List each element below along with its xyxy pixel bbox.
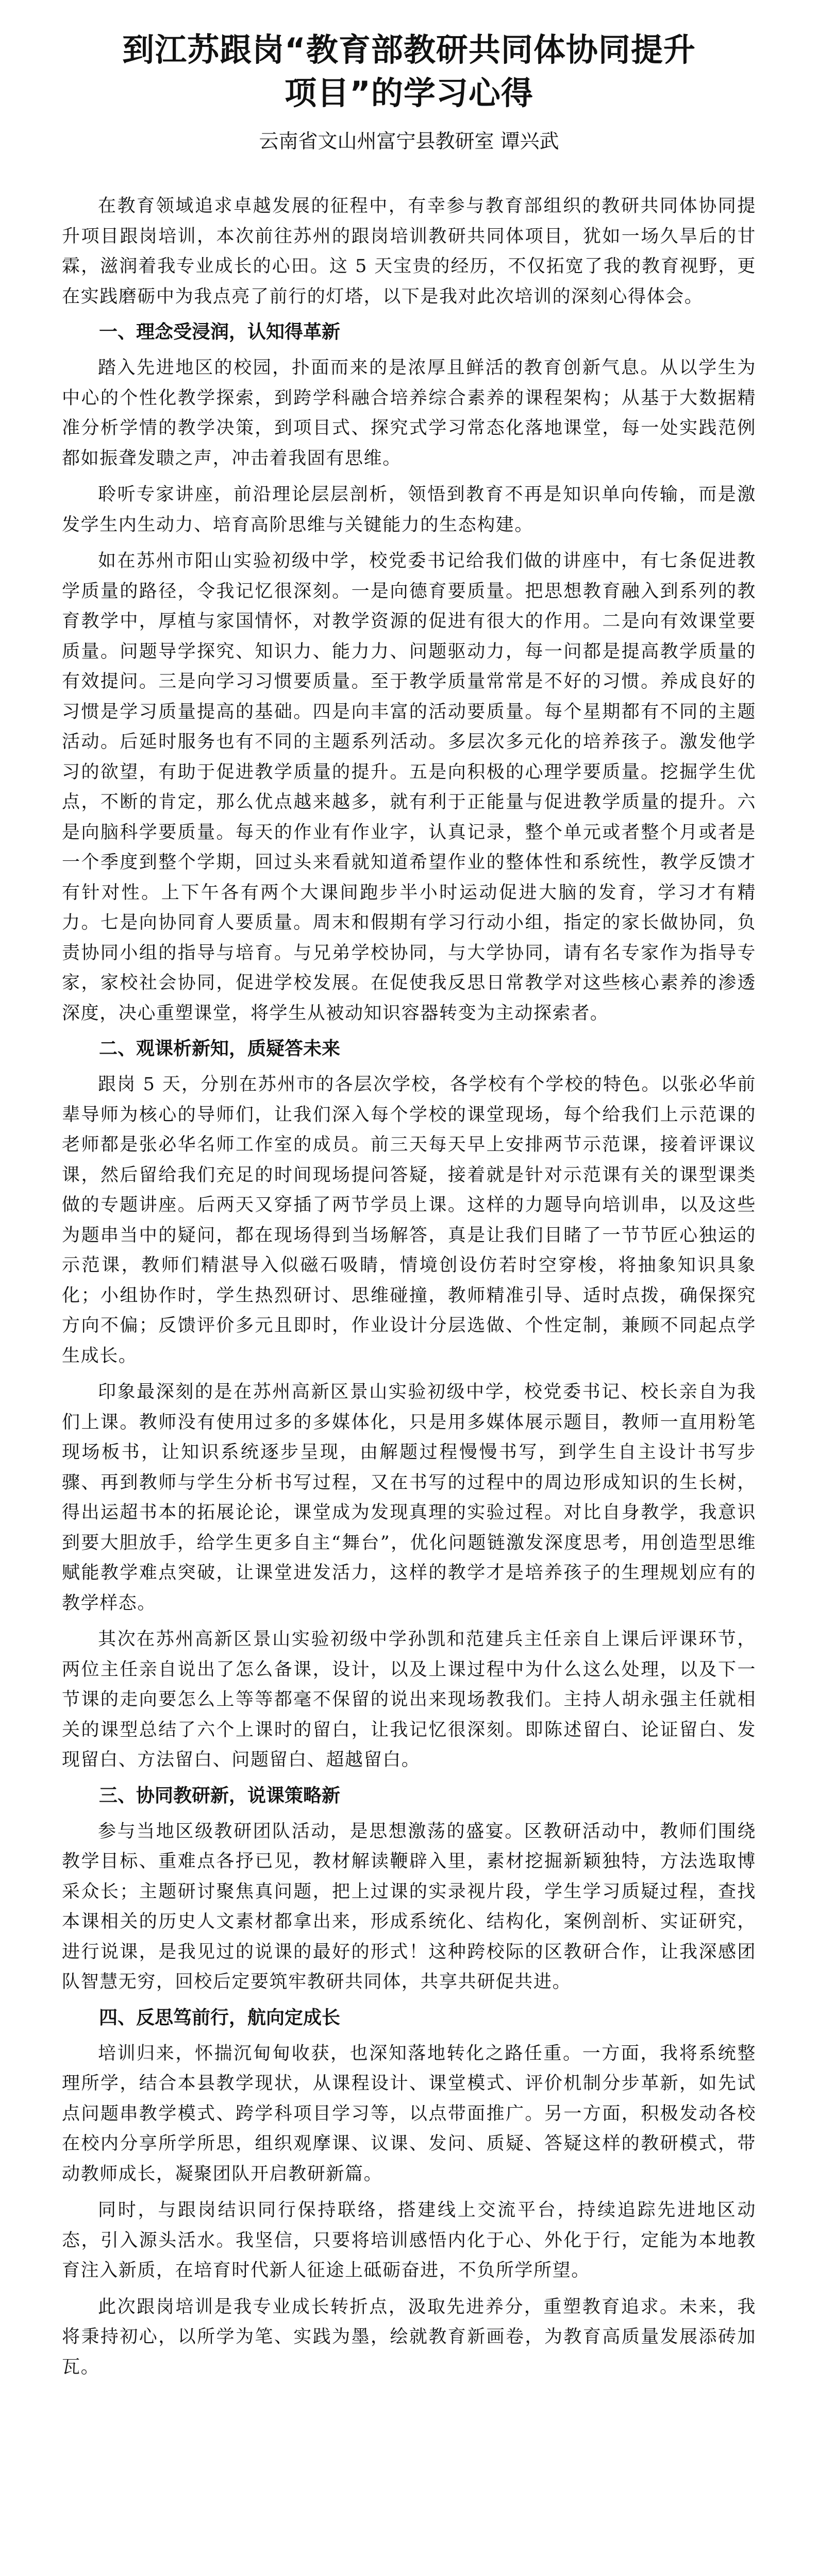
section-heading-4: 四、反思笃前行，航向定成长 — [99, 2007, 341, 2028]
title-line-1: 到江苏跟岗“教育部教研共同体协同提升 — [122, 31, 696, 69]
author-line: 云南省文山州富宁县教研室 谭兴武 — [259, 130, 559, 152]
paragraph: 此次跟岗培训是我专业成长转折点，汲取先进养分，重塑教育追求。未来，我将秉持初心，以所学为笔、实践为墨，绘就教育新画卷，为教育高质量发展添砖加瓦。 — [62, 2296, 756, 2378]
paragraph: 其次在苏州高新区景山实验初级中学孙凯和范建兵主任亲自上课后评课环节，两位主任亲自说出了怎么备课，设计，以及上课过程中为什么这么处理，以及下一节课的走向要怎么上等等都毫不保留的说出来现场教我们。主持人胡永强主任就相关的课型总结了六个上课时的留白，让我记忆很深刻。即陈述留白、论证留白、发现留白、方法留白、问题留白、超越留白。 — [62, 1629, 756, 1770]
paragraph: 同时，与跟岗结识同行保持联络，搭建线上交流平台，持续追踪先进地区动态，引入源头活水。我坚信，只要将培训感悟内化于心、外化于行，定能为本地教育注入新质，在培育时代新人征途上砥砺奋进，不负所学所望。 — [62, 2200, 756, 2281]
paragraph: 印象最深刻的是在苏州高新区景山实验初级中学，校党委书记、校长亲自为我们上课。教师没有使用过多的多媒体化，只是用多媒体展示题目，教师一直用粉笔现场板书，让知识系统逐步呈现，由解题过程慢慢书写，到学生自主设计书写步骤、再到教师与学生分析书写过程，又在书写的过程中的周边形成知识的生长树，得出运超书本的拓展论论，课堂成为发现真理的实验过程。对比自身教学，我意识到要大胆放手，给学生更多自主“舞台”，优化问题链激发深度思考，用创造型思维赋能教学难点突破，让课堂进发活力，这样的教学才是培养孩子的生理规划应有的教学样态。 — [62, 1382, 756, 1614]
paragraph: 如在苏州市阳山实验初级中学，校党委书记给我们做的讲座中，有七条促进教学质量的路径，令我记忆很深刻。一是向德育要质量。把思想教育融入到系列的教育教学中，厚植与家国情怀，对教学资源的促进有很大的作用。二是向有效课堂要质量。问题导学探究、知识力、能力力、问题驱动力，每一问都是提高教学质量的有效提问。三是向学习习惯要质量。至于教学质量常常是不好的习惯。养成良好的习惯是学习质量提高的基础。四是向丰富的活动要质量。每个星期都有不同的主题活动。后延时服务也有不同的主题系列活动。多层次多元化的培养孩子。激发他学习的欲望，有助于促进教学质量的提升。五是向积极的心理学要质量。挖掘学生优点，不断的肯定，那么优点越来越多，就有利于正能量与促进教学质量的提升。六是向脑科学要质量。每天的作业有作业字，认真记录，整个单元或者整个月或者是一个季度到整个学期，回过头来看就知道希望作业的整体性和系统性，教学反馈才有针对性。上下午各有两个大课间跑步半小时运动促进大脑的发育，学习才有精力。七是向协同育人要质量。周末和假期有学习行动小组，指定的家长做协同，负责协同小组的指导与培育。与兄弟学校协同，与大学协同，请有名专家作为指导专家，家校社会协同，促进学校发展。在促使我反思日常教学对这些核心素养的渗透深度，决心重塑课堂，将学生从被动知识容器转变为主动探索者。 — [62, 551, 756, 1024]
intro-paragraph: 在教育领域追求卓越发展的征程中，有幸参与教育部组织的教研共同体协同提升项目跟岗培训，本次前往苏州的跟岗培训教研共同体项目，犹如一场久旱后的甘霖，滋润着我专业成长的心田。这 5 天宝贵的经历，不仅拓宽了我的教育视野，更在实践磨砺中为我点亮了前行的灯塔，以下是我对此次培训的深刻心得体会。 — [62, 196, 756, 307]
paragraph: 跟岗 5 天，分别在苏州市的各层次学校，各学校有个学校的特色。以张必华前辈导师为核心的导师们，让我们深入每个学校的课堂现场，每个给我们上示范课的老师都是张必华名师工作室的成员。前三天每天早上安排两节示范课，接着评课议课，然后留给我们充足的时间现场提问答疑，接着就是针对示范课有关的课型课类做的专题讲座。后两天又穿插了两节学员上课。这样的力题导向培训串，以及这些为题串当中的疑问，都在现场得到当场解答，真是让我们目睹了一节节匠心独运的示范课，教师们精湛导入似磁石吸睛，情境创设仿若时空穿梭，将抽象知识具象化；小组协作时，学生热烈研讨、思维碰撞，教师精准引导、适时点拨，确保探究方向不偏；反馈评价多元且即时，作业设计分层选做、个性定制，兼顾不同起点学生成长。 — [62, 1074, 756, 1366]
document-body — [62, 191, 756, 2382]
title-line-2: 项目”的学习心得 — [285, 74, 533, 112]
section-heading-1: 一、理念受浸润，认知得革新 — [99, 321, 341, 343]
paragraph: 聆听专家讲座，前沿理论层层剖析，领悟到教育不再是知识单向传输，而是激发学生内生动力、培育高阶思维与关键能力的生态构建。 — [62, 484, 756, 535]
paragraph: 培训归来，怀揣沉甸甸收获，也深知落地转化之路任重。一方面，我将系统整理所学，结合本县教学现状，从课程设计、课堂模式、评价机制分步革新，如先试点问题串教学模式、跨学科项目学习等，以点带面推广。另一方面，积极发动各校在校内分享所学所思，组织观摩课、议课、发问、质疑、答疑这样的教研模式，带动教师成长，凝聚团队开启教研新篇。 — [62, 2043, 756, 2184]
section-heading-3: 三、协同教研新，说课策略新 — [99, 1785, 341, 1806]
paragraph: 踏入先进地区的校园，扑面而来的是浓厚且鲜活的教育创新气息。从以学生为中心的个性化教学探索，到跨学科融合培养综合素养的课程架构；从基于大数据精准分析学情的教学决策，到项目式、探究式学习常态化落地课堂，每一处实践范例都如振聋发聩之声，冲击着我固有思维。 — [62, 358, 756, 469]
section-heading-2: 二、观课析新知，质疑答未来 — [99, 1038, 341, 1059]
document-title — [62, 28, 756, 115]
paragraph: 参与当地区级教研团队活动，是思想激荡的盛宴。区教研活动中，教师们围绕教学目标、重难点各抒已见，教材解读鞭辟入里，素材挖掘新颖独特，方法选取博采众长；主题研讨聚焦真问题，把上过课的实录视片段，学生学习质疑过程，查找本课相关的历史人文素材都拿出来，形成系统化、结构化，案例剖析、实证研究，进行说课，是我见过的说课的最好的形式！这种跨校际的区教研合作，让我深感团队智慧无穷，回校后定要筑牢教研共同体，共享共研促共进。 — [62, 1821, 756, 1992]
